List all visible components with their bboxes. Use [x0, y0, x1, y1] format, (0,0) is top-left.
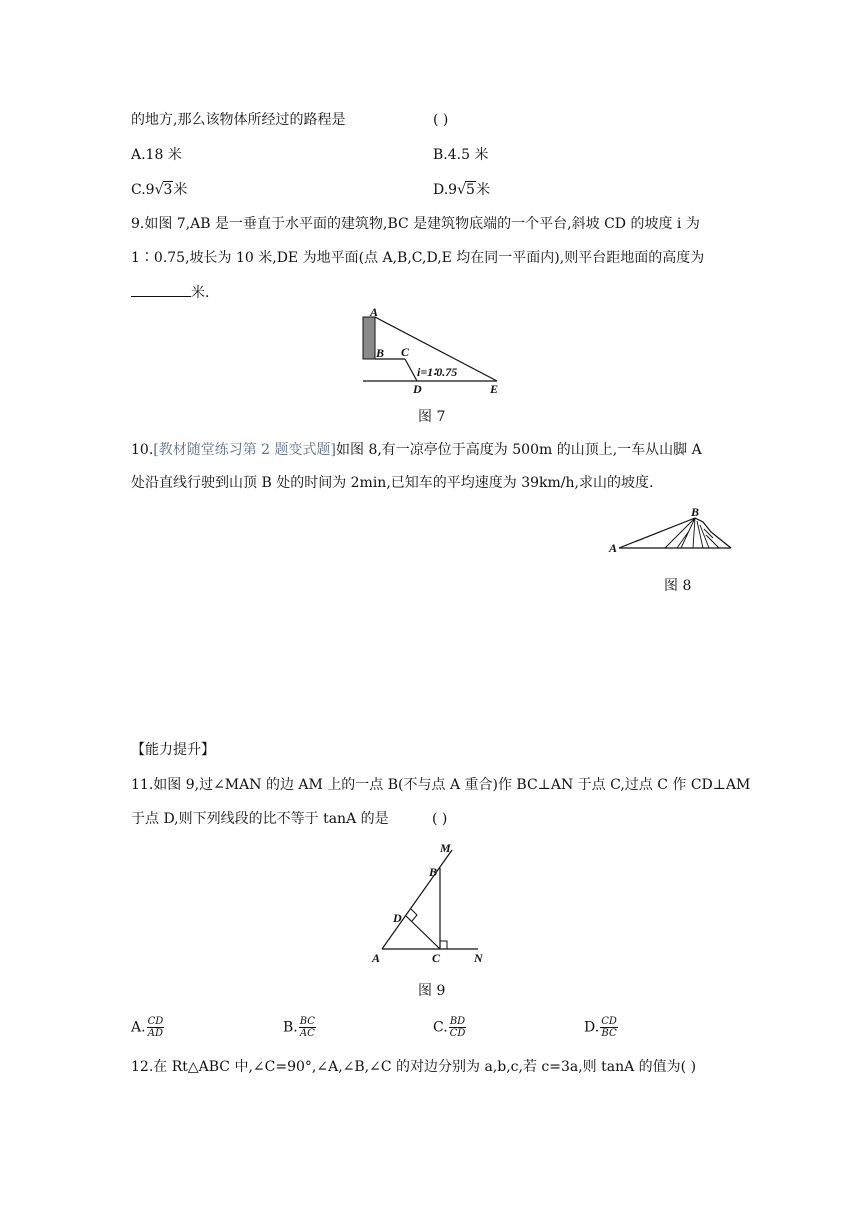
q11-line-2: 于点 D,则下列线段的比不等于 tanA 的是 — [131, 811, 389, 827]
slope-ratio-label: i=1∶0.75 — [417, 365, 458, 379]
mountain-hatching — [665, 518, 719, 548]
label-d: D — [393, 911, 402, 925]
q10-source-tag: [教材随堂练习第 2 题变式题] — [153, 442, 336, 458]
label-m: M — [440, 841, 451, 855]
q8-stem-tail: 的地方,那么该物体所经过的路程是 — [131, 112, 346, 128]
q11-answer-paren: ( ) — [432, 811, 448, 827]
label-a: A — [609, 541, 618, 555]
figure-8 — [605, 505, 735, 555]
label-a: A — [372, 951, 381, 965]
q11-option-c: C. $\frac{BD}{CD}$ — [433, 1016, 466, 1039]
q12-line-1: 12.在 Rt△ABC 中,∠C=90°,∠A,∠B,∠C 的对边分别为 a,b,c,若 c=3a,则 tanA 的值为( ) — [131, 1059, 697, 1075]
q11-line-1: 11.如图 9,过∠MAN 的边 AM 上的一点 B(不与点 A 重合)作 BC⊥AN 于点 C,过点 C 作 CD⊥AM — [131, 777, 751, 793]
q8-option-c: C.9√3米 — [131, 182, 188, 198]
q11-option-d: D. $\frac{CD}{BC}$ — [584, 1016, 617, 1039]
figure-7-caption: 图 7 — [418, 409, 446, 425]
q9-line-3: 米. — [131, 282, 209, 303]
q10-line-2: 处沿直线行驶到山顶 B 处的时间为 2min,已知车的平均速度为 39km/h,求山的坡度. — [131, 475, 654, 491]
label-b: B — [691, 505, 700, 519]
q11-option-b: B. $\frac{BC}{AC}$ — [283, 1016, 315, 1039]
q8-option-d: D.9√5米 — [433, 182, 490, 198]
label-b: B — [376, 346, 385, 360]
label-c: C — [401, 345, 410, 359]
q9-answer-blank — [131, 282, 191, 297]
figure-9-caption: 图 9 — [418, 983, 446, 999]
q10-line-1: 10.[教材随堂练习第 2 题变式题]如图 8,有一凉亭位于高度为 500m 的山顶上,一车从山脚 A — [131, 442, 702, 458]
segment-cd — [406, 916, 440, 949]
mountain-outline — [695, 518, 731, 548]
q8-option-a: A.18 米 — [131, 147, 182, 163]
building-rect — [363, 317, 375, 359]
q9-line-2: 1∶0.75,坡长为 10 米,DE 为地平面(点 A,B,C,D,E 均在同一平面内),则平台距地面的高度为 — [131, 250, 705, 266]
label-a: A — [370, 305, 379, 319]
right-angle-mark-c — [440, 941, 447, 949]
figure-7 — [355, 305, 515, 397]
slope-a-b — [619, 518, 695, 548]
label-e: E — [490, 382, 499, 396]
right-angle-mark-d — [411, 909, 417, 921]
q8-option-b: B.4.5 米 — [433, 147, 489, 163]
q8-answer-paren: ( ) — [433, 112, 449, 128]
label-b: B — [429, 865, 438, 879]
slope-c-d — [405, 359, 417, 381]
section-title: 【能力提升】 — [131, 742, 215, 758]
ray-am — [382, 850, 452, 949]
figure-8-caption: 图 8 — [664, 578, 692, 594]
label-c: C — [432, 951, 441, 965]
q11-option-a: A. $\frac{CD}{AD}$ — [131, 1016, 164, 1039]
q9-line-1: 9.如图 7,AB 是一垂直于水平面的建筑物,BC 是建筑物底端的一个平台,斜坡 CD 的坡度 i 为 — [131, 216, 700, 232]
label-n: N — [474, 951, 483, 965]
label-d: D — [413, 382, 422, 396]
figure-9 — [368, 838, 496, 970]
